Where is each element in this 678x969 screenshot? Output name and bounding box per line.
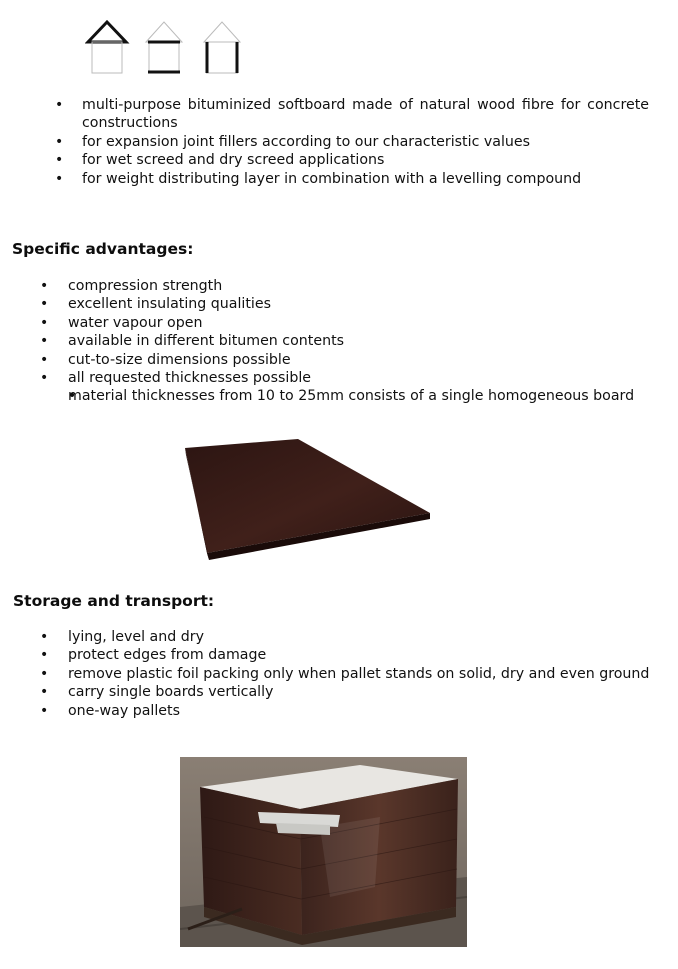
list-item: • one-way pallets bbox=[40, 702, 652, 720]
list-item: • material thicknesses from 10 to 25mm consists of a single homogeneous board bbox=[40, 387, 650, 405]
softboard-image bbox=[180, 433, 435, 563]
list-item: • for wet screed and dry screed applications bbox=[55, 151, 649, 169]
house-floor-ceiling-icon bbox=[146, 22, 182, 73]
list-item: • protect edges from damage bbox=[40, 646, 652, 664]
list-item: • lying, level and dry bbox=[40, 628, 652, 646]
storage-list bbox=[40, 628, 652, 720]
list-item: • carry single boards vertically bbox=[40, 683, 652, 701]
section-title-storage: Storage and transport: bbox=[13, 592, 215, 610]
list-item: • available in different bitumen contents bbox=[40, 332, 650, 350]
list-item: • water vapour open bbox=[40, 314, 650, 332]
advantages-list bbox=[40, 277, 650, 406]
application-icons bbox=[85, 18, 245, 76]
list-item: • cut-to-size dimensions possible bbox=[40, 351, 650, 369]
house-roof-icon bbox=[88, 22, 126, 73]
list-item: • multi-purpose bituminized softboard made of natural wood fibre for concrete constructions bbox=[55, 96, 649, 133]
list-item: • excellent insulating qualities bbox=[40, 295, 650, 313]
house-walls-icon bbox=[204, 22, 240, 73]
section-title-advantages: Specific advantages: bbox=[12, 240, 194, 258]
pallet-photo bbox=[180, 757, 467, 947]
list-item: • for weight distributing layer in combination with a levelling compound bbox=[55, 170, 649, 188]
list-item: • compression strength bbox=[40, 277, 650, 295]
list-item: • all requested thicknesses possible bbox=[40, 369, 650, 387]
list-item: • remove plastic foil packing only when pallet stands on solid, dry and even ground bbox=[40, 665, 652, 683]
usage-list bbox=[55, 96, 649, 188]
list-item: • for expansion joint fillers according to our characteristic values bbox=[55, 133, 649, 151]
